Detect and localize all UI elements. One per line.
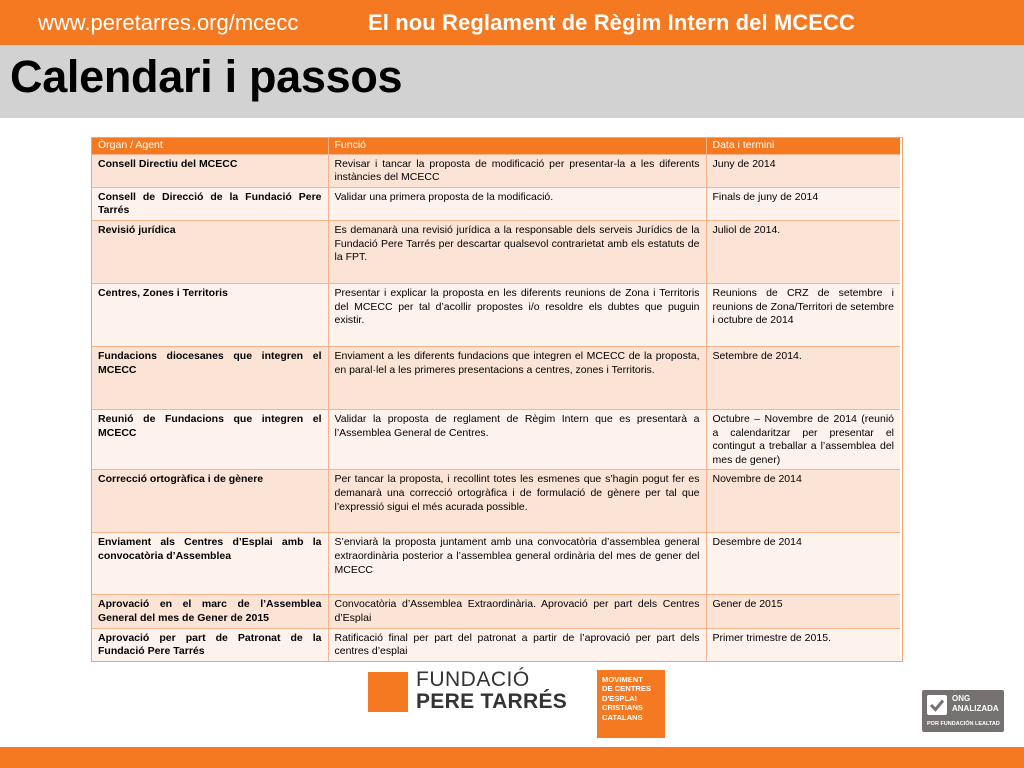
table-row xyxy=(92,154,900,187)
agent-cell: Centres, Zones i Territoris xyxy=(92,283,328,346)
site-url[interactable]: www.peretarres.org/mcecc xyxy=(38,10,299,35)
bottom-banner xyxy=(0,747,1024,768)
function-cell: Revisar i tancar la proposta de modificació per presentar-la a les diferents instàncies del MCECC xyxy=(328,154,706,187)
agent-cell: Consell Directiu del MCECC xyxy=(92,154,328,187)
ong-analizada-badge xyxy=(922,690,1004,732)
table-row xyxy=(92,409,900,469)
checkmark-icon xyxy=(926,694,948,716)
table-row xyxy=(92,595,900,628)
column-header-function: Funció xyxy=(328,138,706,154)
table-row xyxy=(92,470,900,533)
mcecc-logo-line: CATALANS xyxy=(602,712,643,722)
table-row xyxy=(92,283,900,346)
date-cell: Juliol de 2014. xyxy=(706,220,900,283)
ong-badge-line3: POR FUNDACIÓN LEALTAD xyxy=(927,721,1000,727)
date-cell: Juny de 2014 xyxy=(706,154,900,187)
date-cell: Novembre de 2014 xyxy=(706,470,900,533)
agent-cell: Reunió de Fundacions que integren el MCECC xyxy=(92,409,328,469)
function-cell: Es demanarà una revisió jurídica a la responsable dels serveis Jurídics de la Fundació Pere Tarrés per descartar qualsevol contrarietat amb els estatuts de la FPT. xyxy=(328,220,706,283)
title-band xyxy=(0,45,1024,118)
table-row xyxy=(92,187,900,220)
agent-cell: Consell de Direcció de la Fundació Pere Tarrés xyxy=(92,187,328,220)
calendar-table xyxy=(92,138,900,661)
mcecc-logo-line: CRISTIANS xyxy=(602,703,643,713)
ong-badge-line2: ANALIZADA xyxy=(952,704,999,713)
function-cell: S’enviarà la proposta juntament amb una convocatòria d’assemblea general extraordinària posterior a l’assemblea general ordinària del mes de gener del MCECC xyxy=(328,533,706,595)
page-title: Calendari i passos xyxy=(10,51,403,102)
agent-cell: Revisió jurídica xyxy=(92,220,328,283)
agent-cell: Aprovació per part de Patronat de la Fundació Pere Tarrés xyxy=(92,628,328,661)
date-cell: Gener de 2015 xyxy=(706,595,900,628)
fpt-logo-line2: PERE TARRÉS xyxy=(416,690,568,713)
mcecc-logo xyxy=(597,670,665,738)
table-header-row xyxy=(92,138,900,154)
function-cell: Per tancar la proposta, i recollint totes les esmenes que s’hagin pogut fer es demanarà una correcció ortogràfica i de formulació de gènere per tal que l’expressió sigui el més acurada possible. xyxy=(328,470,706,533)
agent-cell: Correcció ortogràfica i de gènere xyxy=(92,470,328,533)
function-cell: Ratificació final per part del patronat a partir de l’aprovació per part dels centres d’esplai xyxy=(328,628,706,661)
function-cell: Enviament a les diferents fundacions que integren el MCECC de la proposta, en paral·lel a les primeres presentacions a centres, zones i Territoris. xyxy=(328,346,706,409)
mcecc-logo-line: MOVIMENT xyxy=(602,675,643,684)
fpt-square-icon xyxy=(368,672,408,712)
table-row xyxy=(92,628,900,661)
table-row xyxy=(92,346,900,409)
fpt-logo-line1: FUNDACIÓ xyxy=(416,668,530,691)
date-cell: Setembre de 2014. xyxy=(706,346,900,409)
agent-cell: Enviament als Centres d’Esplai amb la convocatòria d’Assemblea xyxy=(92,533,328,595)
date-cell: Octubre – Novembre de 2014 (reunió a calendaritzar per presentar el contingut a treballar a l’assemblea del mes de gener) xyxy=(706,409,900,469)
column-header-date: Data i termini xyxy=(706,138,900,154)
agent-cell: Aprovació en el marc de l’Assemblea General del mes de Gener de 2015 xyxy=(92,595,328,628)
ong-badge-line1: ONG xyxy=(952,694,971,703)
function-cell: Validar una primera proposta de la modificació. xyxy=(328,187,706,220)
date-cell: Desembre de 2014 xyxy=(706,533,900,595)
mcecc-logo-line: DE CENTRES xyxy=(602,684,651,694)
column-header-agent: Òrgan / Agent xyxy=(92,138,328,154)
agent-cell: Fundacions diocesanes que integren el MCECC xyxy=(92,346,328,409)
presentation-title: El nou Reglament de Règim Intern del MCECC xyxy=(368,10,856,35)
date-cell: Primer trimestre de 2015. xyxy=(706,628,900,661)
table-row xyxy=(92,220,900,283)
function-cell: Convocatòria d’Assemblea Extraordinària. Aprovació per part dels Centres d’Esplai xyxy=(328,595,706,628)
function-cell: Validar la proposta de reglament de Règim Intern que es presentarà a l’Assemblea General de Centres. xyxy=(328,409,706,469)
top-banner xyxy=(0,0,1024,45)
date-cell: Reunions de CRZ de setembre i reunions de Zona/Territori de setembre i octubre de 2014 xyxy=(706,283,900,346)
table-row xyxy=(92,533,900,595)
calendar-table-container xyxy=(91,137,903,662)
function-cell: Presentar i explicar la proposta en les diferents reunions de Zona i Territoris del MCECC per tal d’acollir propostes i/o resoldre els dubtes que puguin existir. xyxy=(328,283,706,346)
date-cell: Finals de juny de 2014 xyxy=(706,187,900,220)
mcecc-logo-line: D'ESPLAI xyxy=(602,693,637,703)
